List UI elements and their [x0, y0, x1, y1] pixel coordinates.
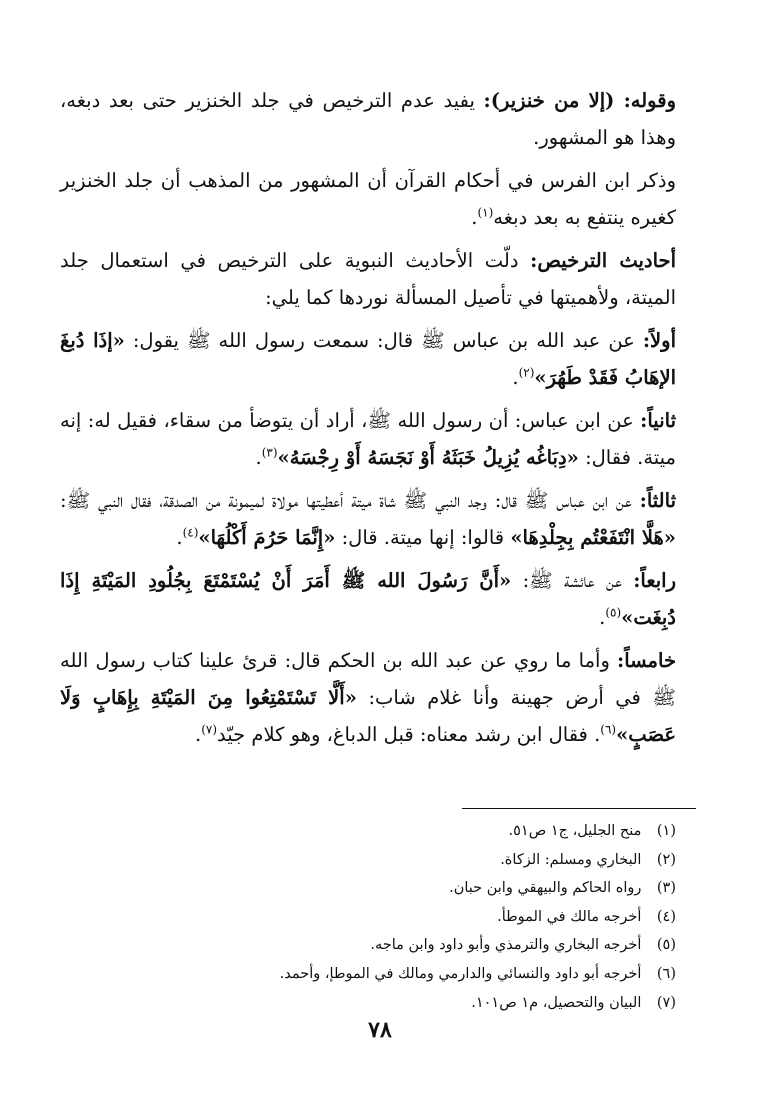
footnote-item	[216, 989, 676, 1018]
footnote-text: أخرجه البخاري والترمذي وأبو داود وابن ماجه.	[370, 937, 642, 954]
paragraph-8	[60, 642, 676, 753]
paragraph-text: دلّت الأحاديث النبوية على الترخيص في استعمال جلد الميتة، ولأهميتها في تأصيل المسألة نوردها كما يلي:	[60, 249, 676, 309]
footnote-ref[interactable]: (٢)	[518, 365, 535, 380]
paragraph-text: عن عبد الله بن عباس ﷺ قال: سمعت رسول الله ﷺ يقول:	[132, 329, 635, 352]
paragraph-6	[60, 482, 676, 556]
footnote-text: رواه الحاكم والبيهقي وابن حبان.	[449, 880, 642, 897]
footnote-text: البيان والتحصيل، م١ ص١٠١.	[471, 994, 642, 1011]
paragraph-7	[60, 562, 676, 636]
footnote-number: (١)	[656, 823, 676, 839]
footnote-ref[interactable]: (٣)	[261, 445, 278, 460]
footnote-number: (٣)	[656, 880, 676, 897]
footnote-ref[interactable]: (١)	[477, 205, 494, 220]
footnote-number: (٢)	[656, 851, 676, 868]
paragraph-text: يفيد عدم الترخيص في جلد الخنزير حتى بعد دبغه، وهذا هو المشهور.	[60, 89, 676, 149]
paragraph-tail: .	[176, 526, 183, 549]
paragraph-tail: .	[471, 206, 478, 229]
page-number: ٧٨	[368, 1017, 392, 1043]
paragraph-tail: .	[195, 723, 202, 746]
hadith-quote: «هَلَّا انْتَفَعْتُم بِجِلْدِهَا»	[510, 526, 676, 549]
footnote-ref[interactable]: (٥)	[605, 605, 622, 620]
footnote-item	[216, 874, 676, 903]
footnote-item	[216, 931, 676, 960]
paragraph-text: عن عائشة ﷺ:	[522, 569, 622, 592]
paragraph-lead: رابعاً:	[633, 569, 677, 592]
paragraph-1	[60, 82, 676, 156]
paragraph-tail: .	[599, 606, 606, 629]
footnote-ref[interactable]: (٦)	[600, 722, 617, 737]
hadith-quote-2: «إِنَّمَا حَرُمَ أَكْلُهَا»	[198, 526, 336, 549]
footnote-text: البخاري ومسلم: الزكاة.	[500, 851, 642, 868]
paragraph-text-2: قالوا: إنها ميتة. قال:	[341, 526, 505, 549]
paragraph-tail: .	[512, 366, 519, 389]
main-text	[60, 82, 676, 759]
hadith-quote: «دِبَاغُه يُزِيلُ خَبَثَهُ أَوْ نَجَسَهُ أَوْ رِجْسَهُ»	[277, 446, 579, 469]
paragraph-lead: ثالثاً:	[639, 489, 676, 512]
footnote-number: (٦)	[656, 965, 676, 982]
paragraph-3	[60, 242, 676, 316]
paragraph-lead: أولاً:	[642, 329, 676, 352]
paragraph-lead: أحاديث الترخيص:	[530, 249, 676, 272]
paragraph-text-2: . فقال ابن رشد معناه: قبل الدباغ، وهو كلام جيّد	[217, 723, 601, 746]
footnote-item	[216, 903, 676, 932]
paragraph-2	[60, 162, 676, 236]
footnote-number: (٤)	[656, 908, 676, 925]
paragraph-lead: خامساً:	[617, 649, 676, 672]
footnote-ref-2[interactable]: (٧)	[201, 722, 218, 737]
paragraph-text: وذكر ابن الفرس في أحكام القرآن أن المشهور من المذهب أن جلد الخنزير كغيره ينتفع به بعد دبغه	[60, 169, 676, 229]
footnotes-list	[216, 817, 676, 1017]
paragraph-5	[60, 402, 676, 476]
paragraph-text: عن ابن عباس: أن رسول الله ﷺ، أراد أن يتوضأ من سقاء، فقيل له: إنه ميتة. فقال:	[60, 409, 676, 469]
footnote-item	[216, 817, 676, 846]
footnote-text: منح الجليل، ج١ ص٥١.	[508, 823, 642, 839]
paragraph-lead: وقوله: (إلا من خنزير):	[483, 89, 676, 112]
footnote-item	[216, 846, 676, 875]
paragraph-lead: ثانياً:	[640, 409, 676, 432]
footnote-number: (٥)	[656, 937, 676, 954]
paragraph-4	[60, 322, 676, 396]
paragraph-text: وأما ما روي عن عبد الله بن الحكم قال: قرئ علينا كتاب رسول الله ﷺ في أرض جهينة وأنا غلام شاب:	[60, 649, 676, 709]
footnote-item	[216, 960, 676, 989]
hadith-quote: «إذَا دُبغَ الإهَابُ فَقَدْ طَهُرَ»	[60, 329, 676, 389]
footnote-text: أخرجه أبو داود والنسائي والدارمي ومالك في الموطإ، وأحمد.	[279, 965, 642, 982]
footnote-text: أخرجه مالك في الموطأ.	[497, 908, 642, 925]
hadith-quote: «أَنَّ رَسُولَ الله ﷺ أَمَرَ أَنْ يُسْتَمْتَعَ بِجُلُودِ المَيْتَةِ إِذَا دُبِغَت»	[60, 569, 676, 629]
footnote-divider	[462, 808, 696, 809]
paragraph-text: عن ابن عباس ﷺ قال: وجد النبي ﷺ شاة ميتة أعطيتها مولاة لميمونة من الصدقة، فقال النبي ﷺ:	[60, 489, 632, 512]
paragraph-tail: .	[255, 446, 262, 469]
hadith-quote: «أَلَّا تَسْتَمْتِعُوا مِنَ المَيْتَةِ بِإِهَابٍ وَلَا عَصَبٍ»	[60, 686, 676, 746]
footnote-ref[interactable]: (٤)	[182, 525, 199, 540]
footnote-number: (٧)	[656, 994, 676, 1011]
